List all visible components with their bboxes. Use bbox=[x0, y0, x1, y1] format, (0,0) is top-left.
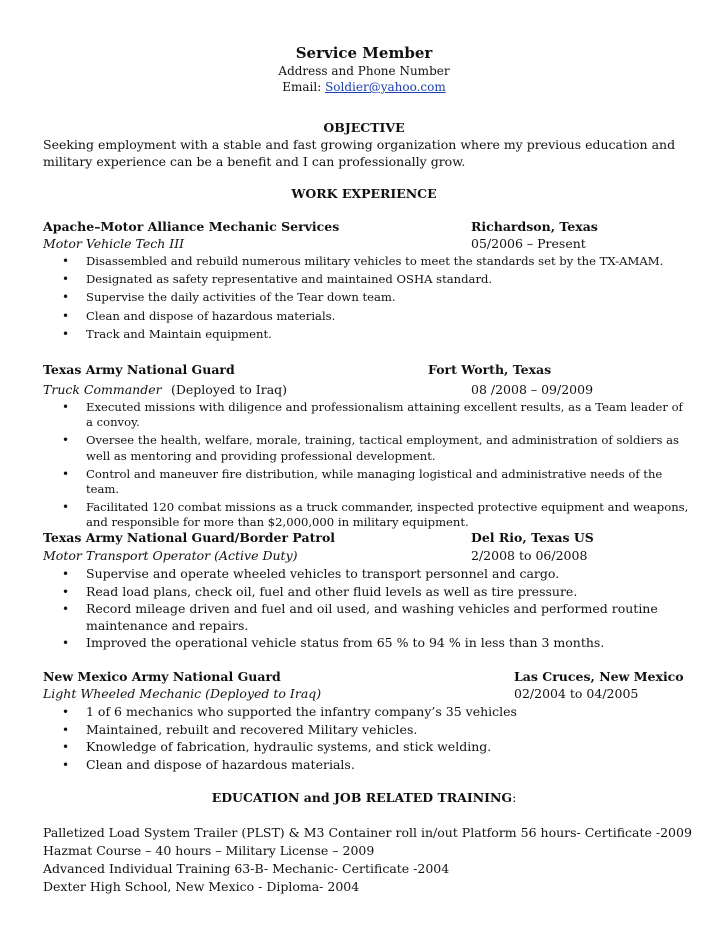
objective-text: Seeking employment with a stable and fast growing organization where my previous education and military experience can be a benefit and I can professionally grow. bbox=[43, 137, 676, 169]
list-item: • Oversee the health, welfare, morale, training, tactical employment, and administration of soldiers as well as mentoring and providing professional development. bbox=[86, 433, 693, 463]
job-dates: 08 /2008 – 09/2009 bbox=[471, 382, 594, 397]
job-duties-list bbox=[43, 566, 693, 652]
list-item: • Clean and dispose of hazardous materials. bbox=[86, 309, 693, 324]
job-header-row bbox=[43, 529, 693, 546]
job-role: Light Wheeled Mechanic (Deployed to Iraq) bbox=[43, 686, 322, 701]
email-link[interactable]: Soldier@yahoo.com bbox=[325, 80, 446, 94]
job-duties-list bbox=[43, 704, 693, 773]
job-entry bbox=[43, 529, 693, 653]
job-role: Motor Transport Operator (Active Duty) bbox=[43, 548, 298, 563]
list-item: Palletized Load System Trailer (PLST) & M3 Container roll in/out Platform 56 hours- Certificate -2009 bbox=[43, 825, 692, 840]
job-role-row bbox=[43, 235, 693, 252]
list-item: Advanced Individual Training 63-B- Mechanic- Certificate -2004 bbox=[43, 861, 450, 876]
email-label: Email: bbox=[282, 80, 326, 94]
list-item: • Record mileage driven and fuel and oil used, and washing vehicles and performed routine maintenance and repairs. bbox=[86, 601, 693, 634]
job-organization: New Mexico Army National Guard bbox=[43, 669, 281, 684]
list-item: • Maintained, rebuilt and recovered Military vehicles. bbox=[86, 722, 693, 739]
candidate-name: Service Member bbox=[295, 44, 433, 62]
job-duties-list bbox=[43, 254, 693, 342]
job-note: (Deployed to Iraq) bbox=[171, 382, 288, 397]
list-item: Hazmat Course – 40 hours – Military License – 2009 bbox=[43, 843, 375, 858]
job-role: Truck Commander bbox=[43, 382, 162, 397]
email-line bbox=[0, 79, 728, 95]
job-role-row bbox=[43, 685, 693, 702]
job-dates: 2/2008 to 06/2008 bbox=[471, 548, 588, 563]
job-entry bbox=[43, 668, 693, 774]
education-heading-text: EDUCATION and JOB RELATED TRAINING bbox=[211, 790, 513, 805]
job-dates: 05/2006 – Present bbox=[471, 236, 586, 251]
list-item: • Track and Maintain equipment. bbox=[86, 327, 693, 342]
list-item: • Improved the operational vehicle status from 65 % to 94 % in less than 3 months. bbox=[86, 635, 693, 652]
work-experience-heading: WORK EXPERIENCE bbox=[291, 186, 437, 201]
job-header-row bbox=[43, 361, 693, 378]
job-location: Las Cruces, New Mexico bbox=[514, 669, 684, 684]
job-dates: 02/2004 to 04/2005 bbox=[514, 686, 639, 701]
job-organization: Apache–Motor Alliance Mechanic Services bbox=[43, 219, 340, 234]
job-organization: Texas Army National Guard/Border Patrol bbox=[43, 530, 336, 545]
education-heading-colon: : bbox=[512, 790, 517, 805]
job-location: Fort Worth, Texas bbox=[428, 362, 552, 377]
job-header-row bbox=[43, 668, 693, 685]
list-item: • Control and maneuver fire distribution, while managing logistical and administrative needs of the team. bbox=[86, 467, 693, 497]
education-heading bbox=[0, 790, 728, 805]
list-item: • Designated as safety representative and maintained OSHA standard. bbox=[86, 272, 693, 287]
list-item: • Disassembled and rebuild numerous military vehicles to meet the standards set by the TX-AMAM. bbox=[86, 254, 693, 269]
list-item: • Supervise the daily activities of the Tear down team. bbox=[86, 290, 693, 305]
job-organization: Texas Army National Guard bbox=[43, 362, 235, 377]
job-role-row bbox=[43, 381, 693, 398]
job-entry bbox=[43, 361, 693, 534]
job-duties-list bbox=[43, 400, 693, 531]
list-item: • Facilitated 120 combat missions as a truck commander, inspected protective equipment and weapons, and responsible for more than $2,000,000 in military equipment. bbox=[86, 500, 693, 530]
list-item: • Supervise and operate wheeled vehicles to transport personnel and cargo. bbox=[86, 566, 693, 583]
job-entry bbox=[43, 218, 693, 345]
list-item: • Knowledge of fabrication, hydraulic systems, and stick welding. bbox=[86, 739, 693, 756]
job-role-row bbox=[43, 547, 693, 564]
list-item: • Read load plans, check oil, fuel and other fluid levels as well as tire pressure. bbox=[86, 584, 693, 601]
address-line: Address and Phone Number bbox=[278, 64, 450, 78]
objective-heading: OBJECTIVE bbox=[323, 120, 405, 135]
job-location: Del Rio, Texas US bbox=[471, 530, 594, 545]
list-item: • Executed missions with diligence and professionalism attaining excellent results, as a Team leader of a convoy. bbox=[86, 400, 693, 430]
list-item: Dexter High School, New Mexico - Diploma- 2004 bbox=[43, 879, 360, 894]
education-list bbox=[43, 824, 693, 896]
job-role: Motor Vehicle Tech III bbox=[43, 236, 185, 251]
list-item: • 1 of 6 mechanics who supported the infantry company’s 35 vehicles bbox=[86, 704, 693, 721]
job-header-row bbox=[43, 218, 693, 235]
list-item: • Clean and dispose of hazardous materials. bbox=[86, 757, 693, 774]
job-location: Richardson, Texas bbox=[471, 219, 598, 234]
